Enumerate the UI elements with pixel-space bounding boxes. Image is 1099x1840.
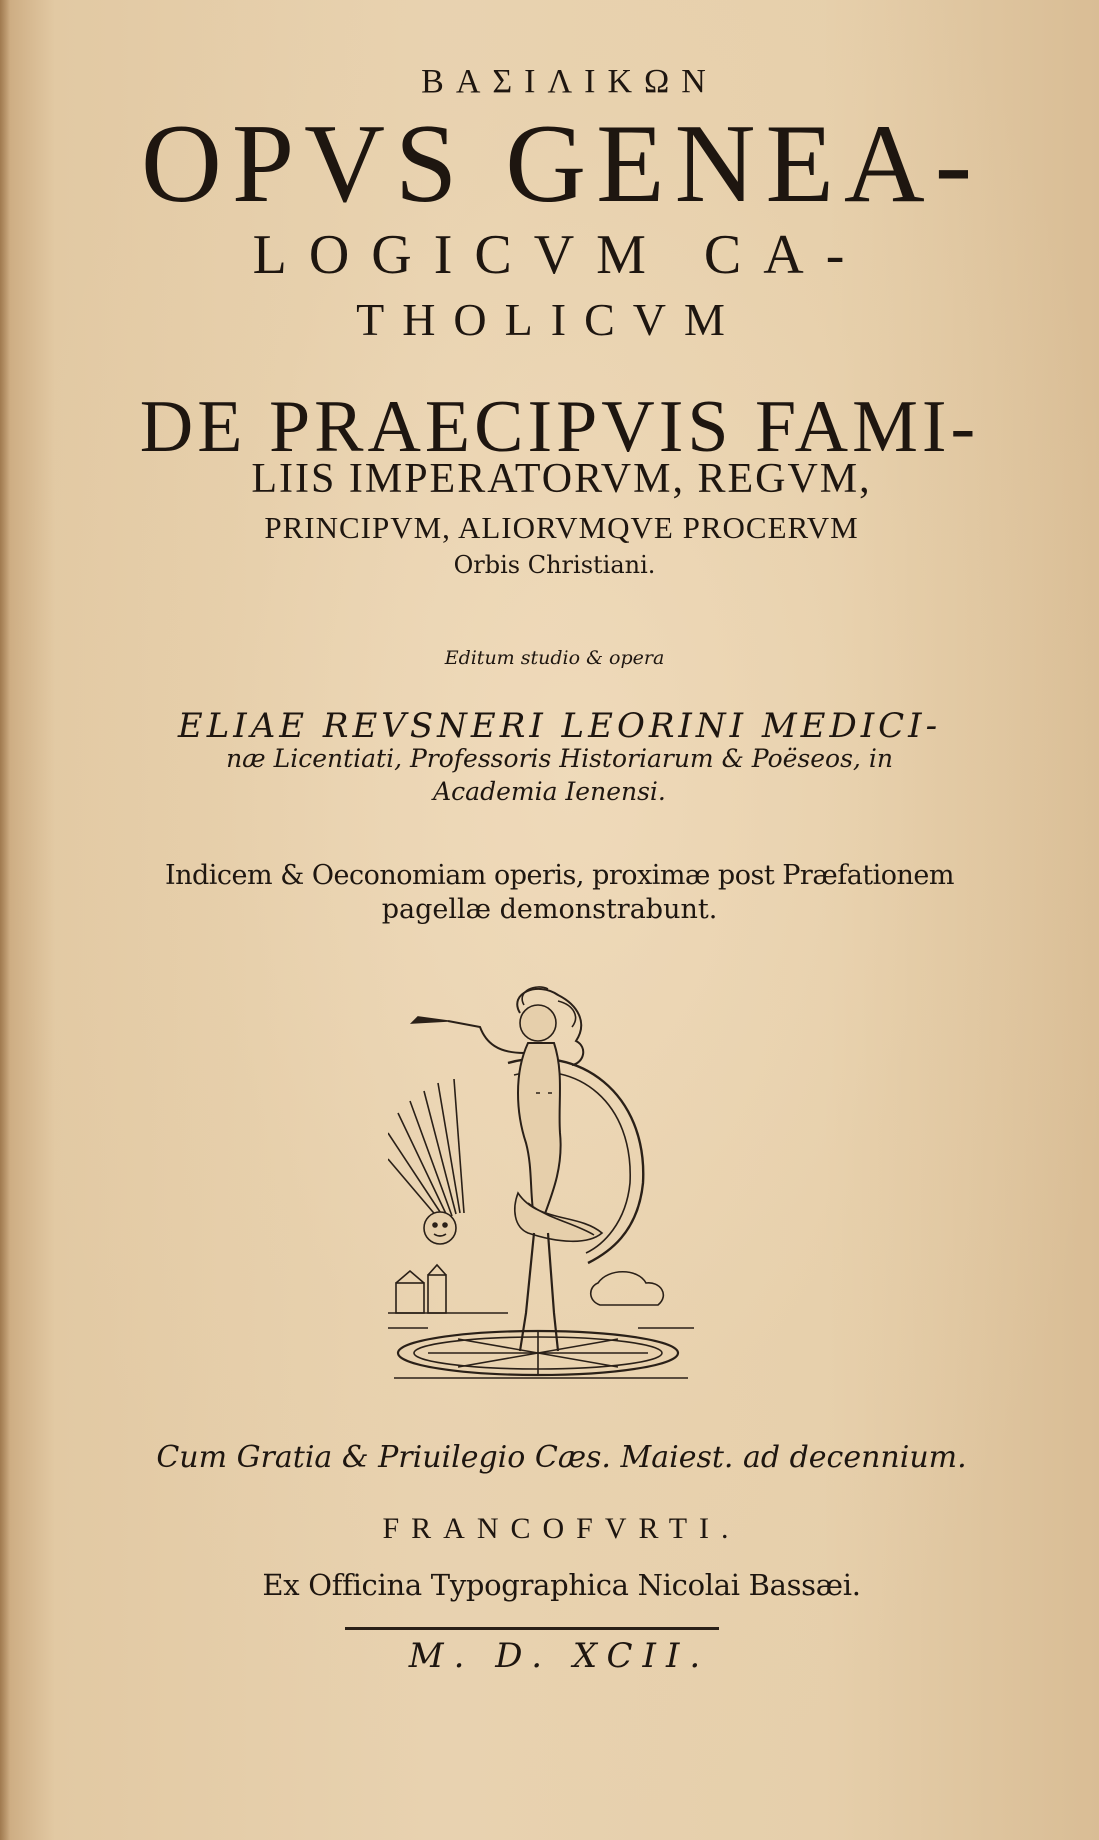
imprint-year: M. D. XCII. (408, 1636, 711, 1676)
privilege-line: Cum Gratia & Priuilegio Cæs. Maiest. ad decennium. (156, 1440, 967, 1475)
author-line-2: næ Licentiati, Professoris Historiarum & Poëseos, in (226, 744, 893, 773)
subtitle-line-4: Orbis Christiani. (453, 551, 656, 579)
subtitle-line-2: LIIS IMPERATORVM, REGVM, (251, 456, 872, 502)
imprint-printer: Ex Officina Typographica Nicolai Bassæi. (262, 1568, 861, 1602)
fortuna-woodcut-icon (388, 983, 698, 1383)
edited-by: Editum studio & opera (444, 647, 665, 669)
subtitle-line-3: PRINCIPVM, ALIORVMQVE PROCERVM (264, 510, 859, 545)
imprint-place: FRANCOFVRTI. (382, 1512, 741, 1545)
title-line-3: THOLICVM (356, 294, 743, 345)
author-line-3: Academia Ienensi. (433, 777, 666, 806)
subtitle-line-1: DE PRAECIPVIS FAMI- (139, 386, 980, 468)
greek-heading: ΒΑΣΙΛΙΚΩΝ (421, 63, 718, 100)
imprint-rule (345, 1627, 719, 1630)
index-note-line-1: Indicem & Oeconomiam operis, proximæ post Præfationem (164, 860, 955, 891)
author-line-1: ELIAE REVSNERI LEORINI MEDICI- (177, 706, 942, 746)
title-line-2: LOGICVM CA- (252, 224, 867, 286)
index-note-line-2: pagellæ demonstrabunt. (381, 894, 718, 925)
title-line-1: OPVS GENEA- (140, 102, 983, 226)
